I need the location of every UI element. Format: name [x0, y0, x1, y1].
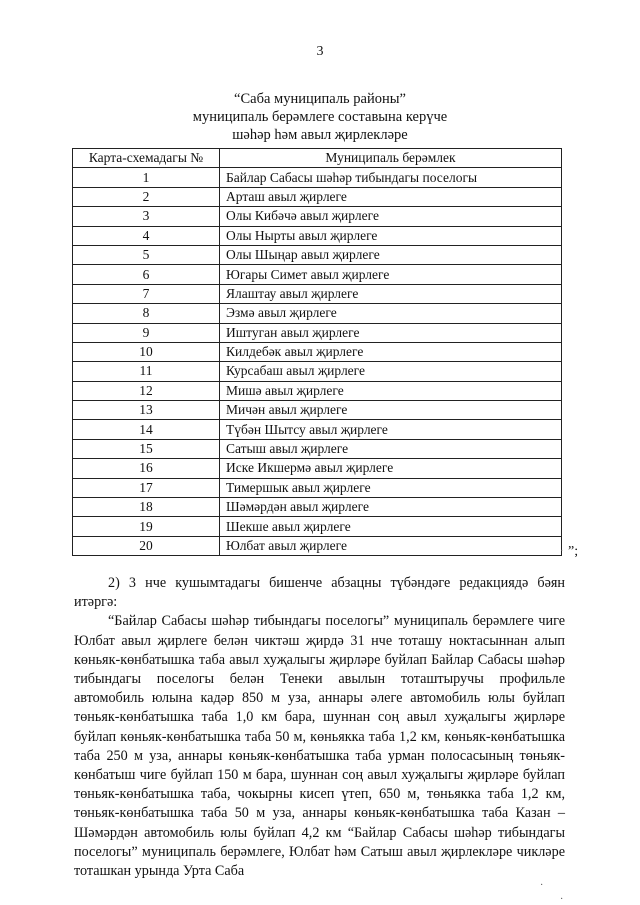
paragraph-amendment: 2) 3 нче кушымтадагы бишенче абзацны түбәндәге редакциядә бәян итәргә: [74, 575, 565, 611]
map-number-cell: 1 [73, 168, 220, 187]
table-row [73, 226, 562, 245]
map-number-cell: 4 [73, 226, 220, 245]
map-number-cell: 13 [73, 401, 220, 420]
municipality-name-cell: Түбән Шытсу авыл җирлеге [220, 420, 562, 439]
table-row [73, 284, 562, 303]
map-number-cell: 20 [73, 536, 220, 555]
table-row [73, 478, 562, 497]
table-row [73, 536, 562, 555]
table-row [73, 342, 562, 361]
municipality-name-cell: Шекше авыл җирлеге [220, 517, 562, 536]
map-number-cell: 6 [73, 265, 220, 284]
map-number-cell: 7 [73, 284, 220, 303]
municipality-name-cell: Мишә авыл җирлеге [220, 381, 562, 400]
title-line-3: шәһәр һәм авыл җирлекләре [232, 127, 408, 143]
table-row [73, 439, 562, 458]
table-row [73, 245, 562, 264]
municipality-name-cell: Шәмәрдән авыл җирлеге [220, 498, 562, 517]
municipality-name-cell: Иске Икшермә авыл җирлеге [220, 459, 562, 478]
map-number-cell: 2 [73, 187, 220, 206]
municipality-name-cell: Килдебәк авыл җирлеге [220, 342, 562, 361]
table-closing-quote: ”; [568, 544, 579, 559]
scan-dot: · [560, 894, 564, 905]
scan-dot: · [540, 880, 544, 891]
municipality-name-cell: Курсабаш авыл җирлеге [220, 362, 562, 381]
table-header-row [73, 149, 562, 168]
title-line-1: “Саба муниципаль районы” [234, 91, 406, 107]
map-number-cell: 3 [73, 207, 220, 226]
table-row [73, 401, 562, 420]
table-row [73, 517, 562, 536]
table-row [73, 304, 562, 323]
map-number-cell: 14 [73, 420, 220, 439]
table-row [73, 207, 562, 226]
table-row [73, 168, 562, 187]
municipality-table [72, 148, 562, 556]
body-text [74, 574, 565, 881]
map-number-cell: 19 [73, 517, 220, 536]
municipality-name-cell: Югары Симет авыл җирлеге [220, 265, 562, 284]
table-row [73, 265, 562, 284]
table-row [73, 323, 562, 342]
map-number-cell: 10 [73, 342, 220, 361]
municipality-name-cell: Тимершык авыл җирлеге [220, 478, 562, 497]
municipality-name-cell: Мичән авыл җирлеге [220, 401, 562, 420]
map-number-cell: 8 [73, 304, 220, 323]
scan-dot: · [560, 546, 564, 557]
paragraph-boundary-description: “Байлар Сабасы шәһәр тибындагы поселогы” муниципаль берәмлеге чиге Юлбат авыл җирлеге белән чиктәш җирдә 31 нче тоташу ноктасыннан алып көньяк-көнбатышка таба авыл хуҗалыгы җирләре буйлап Байлар Сабасы шәһәр тибындагы поселогы белән Тенеки авылын тоташтыручы профильле автомобиль юлына кадәр 850 м уза, аннары әлеге автомобиль юлы буйлап төньяк-көнбатышка таба 1,0 км бара, шуннан соң авыл хуҗалыгы җирләре буйлап көньяк-көнбатышка таба 50 м, көньякка таба 1,2 км, көньяк-көнбатышка таба 250 м уза, аннары көньяк-көнбатышка таба урман полосасының төньяк-көнбатыш чиге буйлап 150 м бара, шуннан соң авыл хуҗалыгы җирләре буйлап төньяк-көнбатышка таба, чокырны кисеп үтеп, 650 м, төньякка таба 1,2 км, төньяк-көнбатышка таба 50 м уза, аннары көньяк-көнбатышка таба Казан – Шәмәрдән автомобиль юлы буйлап 4,2 км “Байлар Сабасы шәһәр тибындагы поселогы” муниципаль берәмлеге, Юлбат һәм Сатыш авыл җирлекләре чикләре тоташкан урында Урта Саба [74, 613, 565, 880]
header-map-number: Карта-схемадагы № [73, 149, 220, 168]
table-body [73, 168, 562, 556]
municipality-name-cell: Эзмә авыл җирлеге [220, 304, 562, 323]
map-number-cell: 11 [73, 362, 220, 381]
table-row [73, 498, 562, 517]
map-number-cell: 17 [73, 478, 220, 497]
table-row [73, 459, 562, 478]
title-line-2: муниципаль берәмлеге составына керүче [192, 109, 448, 125]
municipality-name-cell: Юлбат авыл җирлеге [220, 536, 562, 555]
map-number-cell: 5 [73, 245, 220, 264]
table-row [73, 187, 562, 206]
header-municipality: Муниципаль берәмлек [220, 149, 562, 168]
table-row [73, 381, 562, 400]
map-number-cell: 18 [73, 498, 220, 517]
table-row [73, 420, 562, 439]
municipality-name-cell: Олы Нырты авыл җирлеге [220, 226, 562, 245]
map-number-cell: 15 [73, 439, 220, 458]
document-title [0, 90, 640, 144]
municipality-name-cell: Сатыш авыл җирлеге [220, 439, 562, 458]
municipality-name-cell: Иштуган авыл җирлеге [220, 323, 562, 342]
municipality-name-cell: Олы Шыңар авыл җирлеге [220, 245, 562, 264]
municipality-name-cell: Ялаштау авыл җирлеге [220, 284, 562, 303]
page-number: 3 [316, 44, 324, 59]
table-row [73, 362, 562, 381]
map-number-cell: 9 [73, 323, 220, 342]
map-number-cell: 16 [73, 459, 220, 478]
municipality-name-cell: Олы Кибәчә авыл җирлеге [220, 207, 562, 226]
map-number-cell: 12 [73, 381, 220, 400]
municipality-name-cell: Арташ авыл җирлеге [220, 187, 562, 206]
municipality-name-cell: Байлар Сабасы шәһәр тибындагы поселогы [220, 168, 562, 187]
